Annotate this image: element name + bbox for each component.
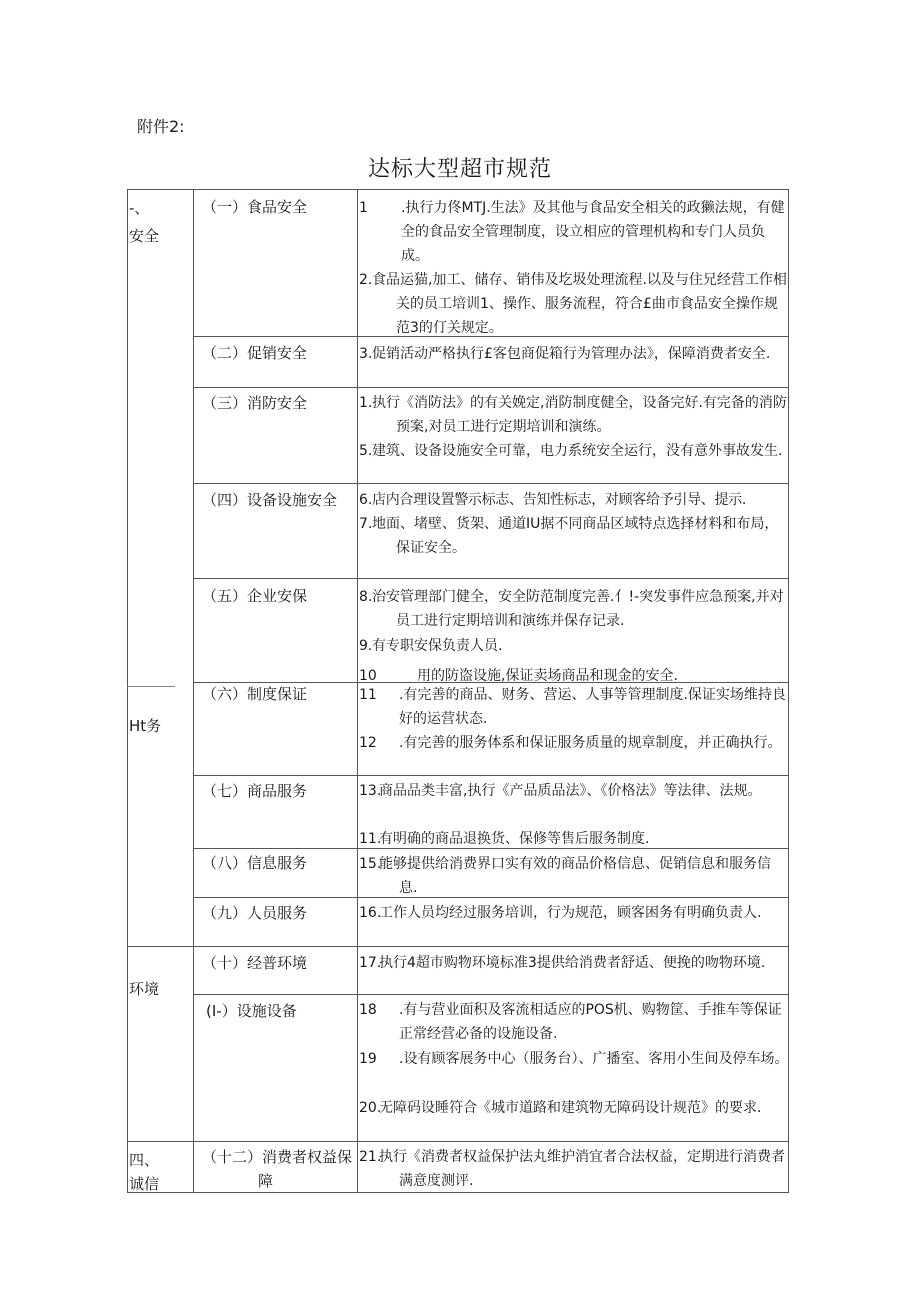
item-7 [359,512,789,560]
section-promotion-safety: （二）促销安全 [202,344,308,362]
item-number: 1. [359,395,373,411]
item-number: 10 [359,668,377,682]
category-1-label: 安全 [129,227,160,245]
item-text: 店内合理设置警示标志、告知性标志，对顾客给予引导、提示. [372,492,747,508]
category-1-number: -、 [129,199,150,217]
item-8 [359,585,789,633]
item-3 [359,342,789,366]
item-number: 12 [359,735,377,751]
section-consumer-rights-cont: 障 [258,1172,274,1190]
section-consumer-rights: （十二）消费者权益保 [202,1148,353,1166]
item-12 [359,731,789,755]
category-4-label: 诚信 [129,1175,160,1192]
section-staff-service: （九）人员服务 [202,904,308,922]
item-text: 执行《消防法》的有关娩定,消防制度健全，设备完好.有完备的消防预案,对员工进行定期培训和演练。 [372,395,787,435]
item-text: 无障码设睡符合《城市道路和建筑物无障码设计规范》的要求. [379,1100,762,1116]
item-5 [359,439,789,463]
item-13 [359,779,789,803]
item-number: 17. [359,955,382,971]
section-fire-safety: （三）消防安全 [202,394,308,412]
item-text: 有明确的商品退换货、保修等售后服务制度. [379,831,650,847]
item-number: 1 [359,200,368,216]
section-food-safety: （一）食品安全 [202,198,308,216]
item-text: 执行4超市购物环境标准3提供给消费者舒适、便挽的吻物环境. [379,955,766,971]
item-text: 建筑、设备设施安全可靠，电力系统安全运行，没有意外事故发生. [372,443,783,459]
section-enterprise-security: （五）企业安保 [202,587,308,605]
item-number: 5. [359,443,373,459]
item-number: 21. [359,1149,382,1165]
item-19 [359,1047,789,1071]
item-15 [359,852,789,900]
item-number: 2. [359,272,373,288]
section-equipment-safety: （四）设备设施安全 [202,491,338,509]
item-number: 8. [359,589,373,605]
item-18 [359,998,789,1046]
page-title: 达标大型超市规范 [367,157,552,182]
item-1 [359,196,789,268]
item-number: 18 [359,1002,377,1018]
item-text: 商品品类丰富,执行《产品质品法》、《价格法》等法律、法规。 [379,783,762,799]
item-text: 治安管理部门健全，安全防范制度完善.亻!-突发事件应急预案,并对员工进行定期培训和演练并保存记录. [372,589,784,629]
item-10 [359,664,789,682]
attachment-label: 附件2: [137,117,185,136]
section-business-environment: （十）经普环境 [202,954,308,972]
item-20 [359,1096,789,1120]
item-11 [359,683,789,731]
item-text: .有完善的服务体系和保证服务质量的规章制度，并正确执行。 [399,735,782,751]
item-text: .执行力佟MTJ.生法》及其他与食品安全相关的政獭法规，有健全的食品安全管理制度，设立相应的管理机构和专门人员负成。 [401,200,785,264]
item-9 [359,634,789,658]
item-number: 6. [359,492,373,508]
item-4 [359,391,789,439]
item-17 [359,951,789,975]
item-text: 食品运猫,加工、储存、销伟及圪圾处理流程.以及与住兄经营工作相关的员工培训1、操作、服务流程，符合£曲市食品安全操作规范3的仃关规定。 [372,272,787,336]
item-number: 3. [359,346,373,362]
item-number: 13. [359,783,382,799]
section-goods-service: （七）商品服务 [202,782,308,800]
item-number: 15. [359,856,382,872]
item-16 [359,901,789,925]
item-text: 用的防盗设施,保证卖场商品和现金的安全. [417,668,678,682]
item-number: 11. [359,831,382,847]
category-4-number: 四、 [129,1151,160,1169]
item-text: 能够提供给消费界口实有效的商品价格信息、促销信息和服务信息. [379,856,771,896]
item-text: .有完善的商品、财务、营运、人事等管理制度.保证实场维持良好的运营状态. [399,687,786,727]
item-number: 20. [359,1100,382,1116]
item-number: 7. [359,516,373,532]
category-2-label: Ht务 [129,717,162,735]
section-system-guarantee: （六）制度保证 [202,685,308,703]
item-text: 地面、堵壁、货架、通道IU据不同商品区域特点选择材料和布局，保证安全。 [372,516,779,556]
item-2 [359,268,789,340]
item-14 [359,827,789,851]
item-number: 11 [359,687,377,703]
section-info-service: （八）信息服务 [202,854,308,872]
item-text: 有专职安保负责人员. [372,638,503,654]
item-6 [359,488,789,512]
item-text: .有与营业面积及客流相适应的POS机、购物筐、手推车等保证正常经营必备的设施设备. [399,1002,782,1042]
item-number: 19 [359,1051,377,1067]
item-text: .设有顾客展务中心（服务台）、广播室、客用小生间及停车场。 [399,1051,789,1067]
item-21 [359,1145,789,1193]
item-text: 执行《消费者权益保护法丸维护消宜者合法权益，定期进行消费者满意度测评. [379,1149,785,1189]
item-number: 9. [359,638,373,654]
category-3-label: 环境 [129,980,160,998]
section-facilities: (I-）设施设备 [206,1002,297,1020]
item-number: 16. [359,905,382,921]
item-text: 工作人员均经过服务培训，行为规范，顾客困务有明确负责人. [379,905,762,921]
item-text: 促销活动严格执行£客包商促箱行为管理办法》，保障消费者安全. [372,346,771,362]
